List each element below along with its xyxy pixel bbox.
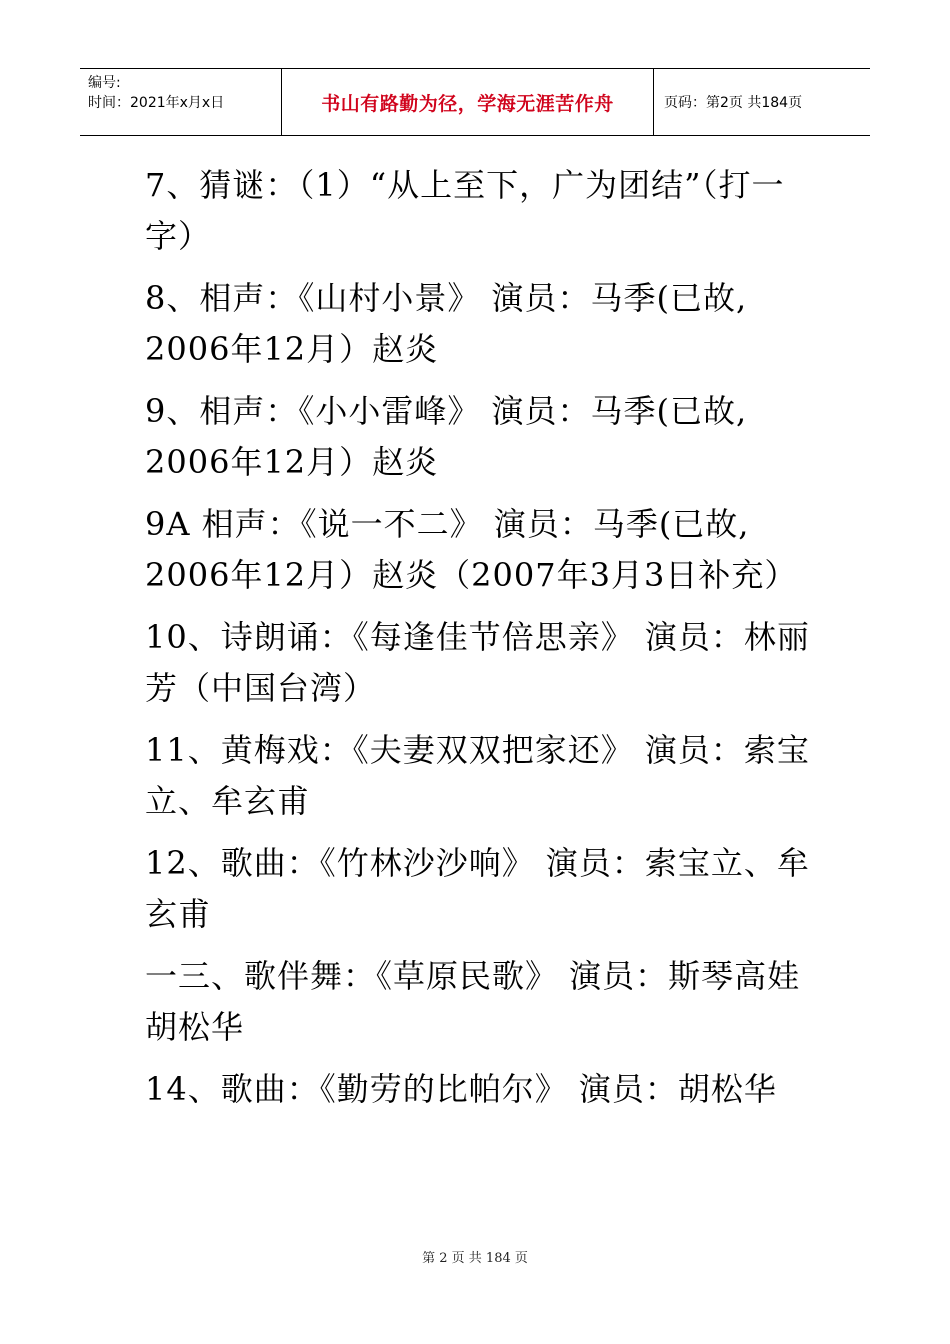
program-item: 7、猜谜：（1）“从上至下，广为团结”（打一字）	[145, 166, 785, 255]
program-item: 一三、歌伴舞：《草原民歌》 演员：斯琴高娃 胡松华	[145, 957, 801, 1046]
header-page-info	[654, 69, 870, 135]
program-item: 11、黄梅戏：《夫妻双双把家还》 演员：索宝立、牟玄甫	[145, 731, 810, 820]
header-number-label: 编号:	[88, 75, 121, 91]
program-item: 9A 相声：《说一不二》 演员：马季(已故, 2006年12月）赵炎（2007年3月3日补充）	[145, 505, 798, 594]
program-item: 10、诗朗诵：《每逢佳节倍思亲》 演员：林丽芳（中国台湾）	[145, 618, 810, 707]
program-item: 14、歌曲：《勤劳的比帕尔》 演员：胡松华	[145, 1070, 777, 1108]
program-item: 9、相声：《小小雷峰》 演员：马季(已故, 2006年12月）赵炎	[145, 392, 748, 481]
header-page-info-text: 页码：第2页 共184页	[664, 95, 803, 111]
program-list	[145, 160, 825, 1126]
program-item: 12、歌曲：《竹林沙沙响》 演员：索宝立、牟玄甫	[145, 844, 810, 933]
header-motto: 书山有路勤为径，学海无涯苦作舟	[282, 69, 654, 135]
page-footer: 第 2 页 共 184 页	[422, 1251, 528, 1266]
page-header	[80, 68, 870, 136]
header-meta	[80, 69, 282, 135]
program-item: 8、相声：《山村小景》 演员：马季(已故, 2006年12月）赵炎	[145, 279, 748, 368]
header-time-label: 时间：2021年x月x日	[88, 95, 225, 111]
